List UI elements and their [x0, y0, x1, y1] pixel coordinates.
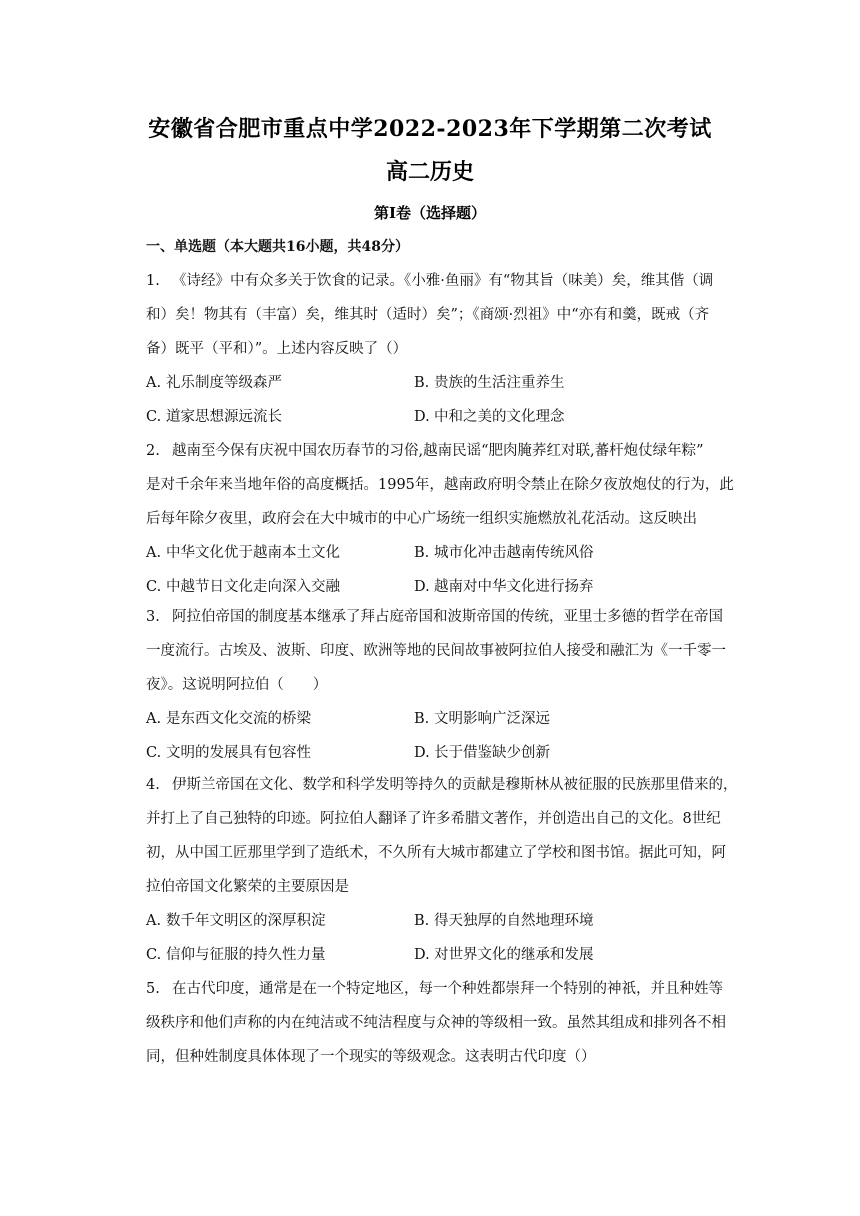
question-number: 4.	[146, 777, 160, 793]
option-d[interactable]: D. 中和之美的文化理念	[414, 409, 565, 425]
question-4	[146, 768, 766, 972]
option-row	[146, 702, 766, 736]
option-row	[146, 366, 766, 400]
option-d[interactable]: D. 越南对中华文化进行扬弃	[414, 579, 594, 595]
question-5	[146, 972, 766, 1074]
question-line: 5. 在古代印度，通常是在一个特定地区，每一个种姓都崇拜一个特别的神祇，并且种姓等	[146, 972, 766, 1006]
option-a[interactable]: A. 礼乐制度等级森严	[146, 375, 282, 391]
question-line: 备）既平（平和）”。上述内容反映了（）	[146, 341, 408, 357]
option-b[interactable]: B. 贵族的生活注重养生	[414, 375, 565, 391]
question-line: 一度流行。古埃及、波斯、印度、欧洲等地的民间故事被阿拉伯人接受和融汇为《一千零一	[146, 643, 726, 659]
option-d[interactable]: D. 长于借鉴缺少创新	[414, 745, 550, 761]
option-c[interactable]: C. 信仰与征服的持久性力量	[146, 947, 326, 963]
question-3	[146, 600, 766, 770]
question-line: 拉伯帝国文化繁荣的主要原因是	[146, 879, 349, 895]
question-line: 并打上了自己独特的印迹。阿拉伯人翻译了许多希腊文著作，并创造出自己的文化。8世纪	[146, 811, 721, 827]
question-line: 初，从中国工匠那里学到了造纸术，不久所有大城市都建立了学校和图书馆。据此可知，阿	[146, 845, 726, 861]
question-line: 级秩序和他们声称的内在纯洁或不纯洁程度与众神的等级相一致。虽然其组成和排列各不相	[146, 1015, 726, 1031]
option-row	[146, 904, 766, 938]
option-a[interactable]: A. 是东西文化交流的桥梁	[146, 711, 311, 727]
option-row	[146, 938, 766, 972]
question-line: 同，但种姓制度具体体现了一个现实的等级观念。这表明古代印度（）	[146, 1049, 596, 1065]
section-heading: 一、单选题（本大题共16小题，共48分）	[146, 239, 409, 255]
question-line: 是对千余年来当地年俗的高度概括。1995年，越南政府明令禁止在除夕夜放炮仗的行为，此	[146, 477, 734, 493]
question-line: 4. 伊斯兰帝国在文化、数学和科学发明等持久的贡献是穆斯林从被征服的民族那里借来的，	[146, 768, 766, 802]
exam-title: 安徽省合肥市重点中学2022-2023年下学期第二次考试	[148, 116, 712, 142]
question-line: 夜》。这说明阿拉伯（ ）	[146, 677, 328, 693]
option-b[interactable]: B. 文明影响广泛深远	[414, 711, 550, 727]
option-b[interactable]: B. 得天独厚的自然地理环境	[414, 913, 594, 929]
option-a[interactable]: A. 数千年文明区的深厚积淀	[146, 913, 326, 929]
question-line: 3. 阿拉伯帝国的制度基本继承了拜占庭帝国和波斯帝国的传统，亚里士多德的哲学在帝国	[146, 600, 766, 634]
option-a[interactable]: A. 中华文化优于越南本土文化	[146, 545, 340, 561]
question-number: 2.	[146, 443, 160, 459]
question-1	[146, 264, 766, 434]
question-line: 和）矣！物其有（丰富）矣，维其时（适时）矣”；《商颂·烈祖》中“亦有和羹，既戒（齐	[146, 307, 710, 323]
option-c[interactable]: C. 道家思想源远流长	[146, 409, 282, 425]
question-number: 1.	[146, 273, 160, 289]
option-c[interactable]: C. 文明的发展具有包容性	[146, 745, 311, 761]
question-line: 1. 《诗经》中有众多关于饮食的记录。《小雅·鱼丽》有“物其旨（味美）矣，维其偕（调	[146, 264, 766, 298]
option-row	[146, 570, 766, 604]
subject-title: 高二历史	[385, 159, 474, 185]
question-line: 后每年除夕夜里，政府会在大中城市的中心广场统一组织实施燃放礼花活动。这反映出	[146, 511, 697, 527]
option-d[interactable]: D. 对世界文化的继承和发展	[414, 947, 594, 963]
option-row	[146, 400, 766, 434]
question-2	[146, 434, 766, 604]
option-b[interactable]: B. 城市化冲击越南传统风俗	[414, 545, 594, 561]
volume-title: 第Ⅰ卷（选择题）	[373, 204, 487, 222]
question-number: 5.	[146, 981, 160, 997]
option-c[interactable]: C. 中越节日文化走向深入交融	[146, 579, 340, 595]
question-line: 2. 越南至今保有庆祝中国农历春节的习俗,越南民谣“肥肉腌荞红对联,蕃杆炮仗绿年粽”	[146, 434, 766, 468]
option-row	[146, 536, 766, 570]
option-row	[146, 736, 766, 770]
question-number: 3.	[146, 609, 160, 625]
